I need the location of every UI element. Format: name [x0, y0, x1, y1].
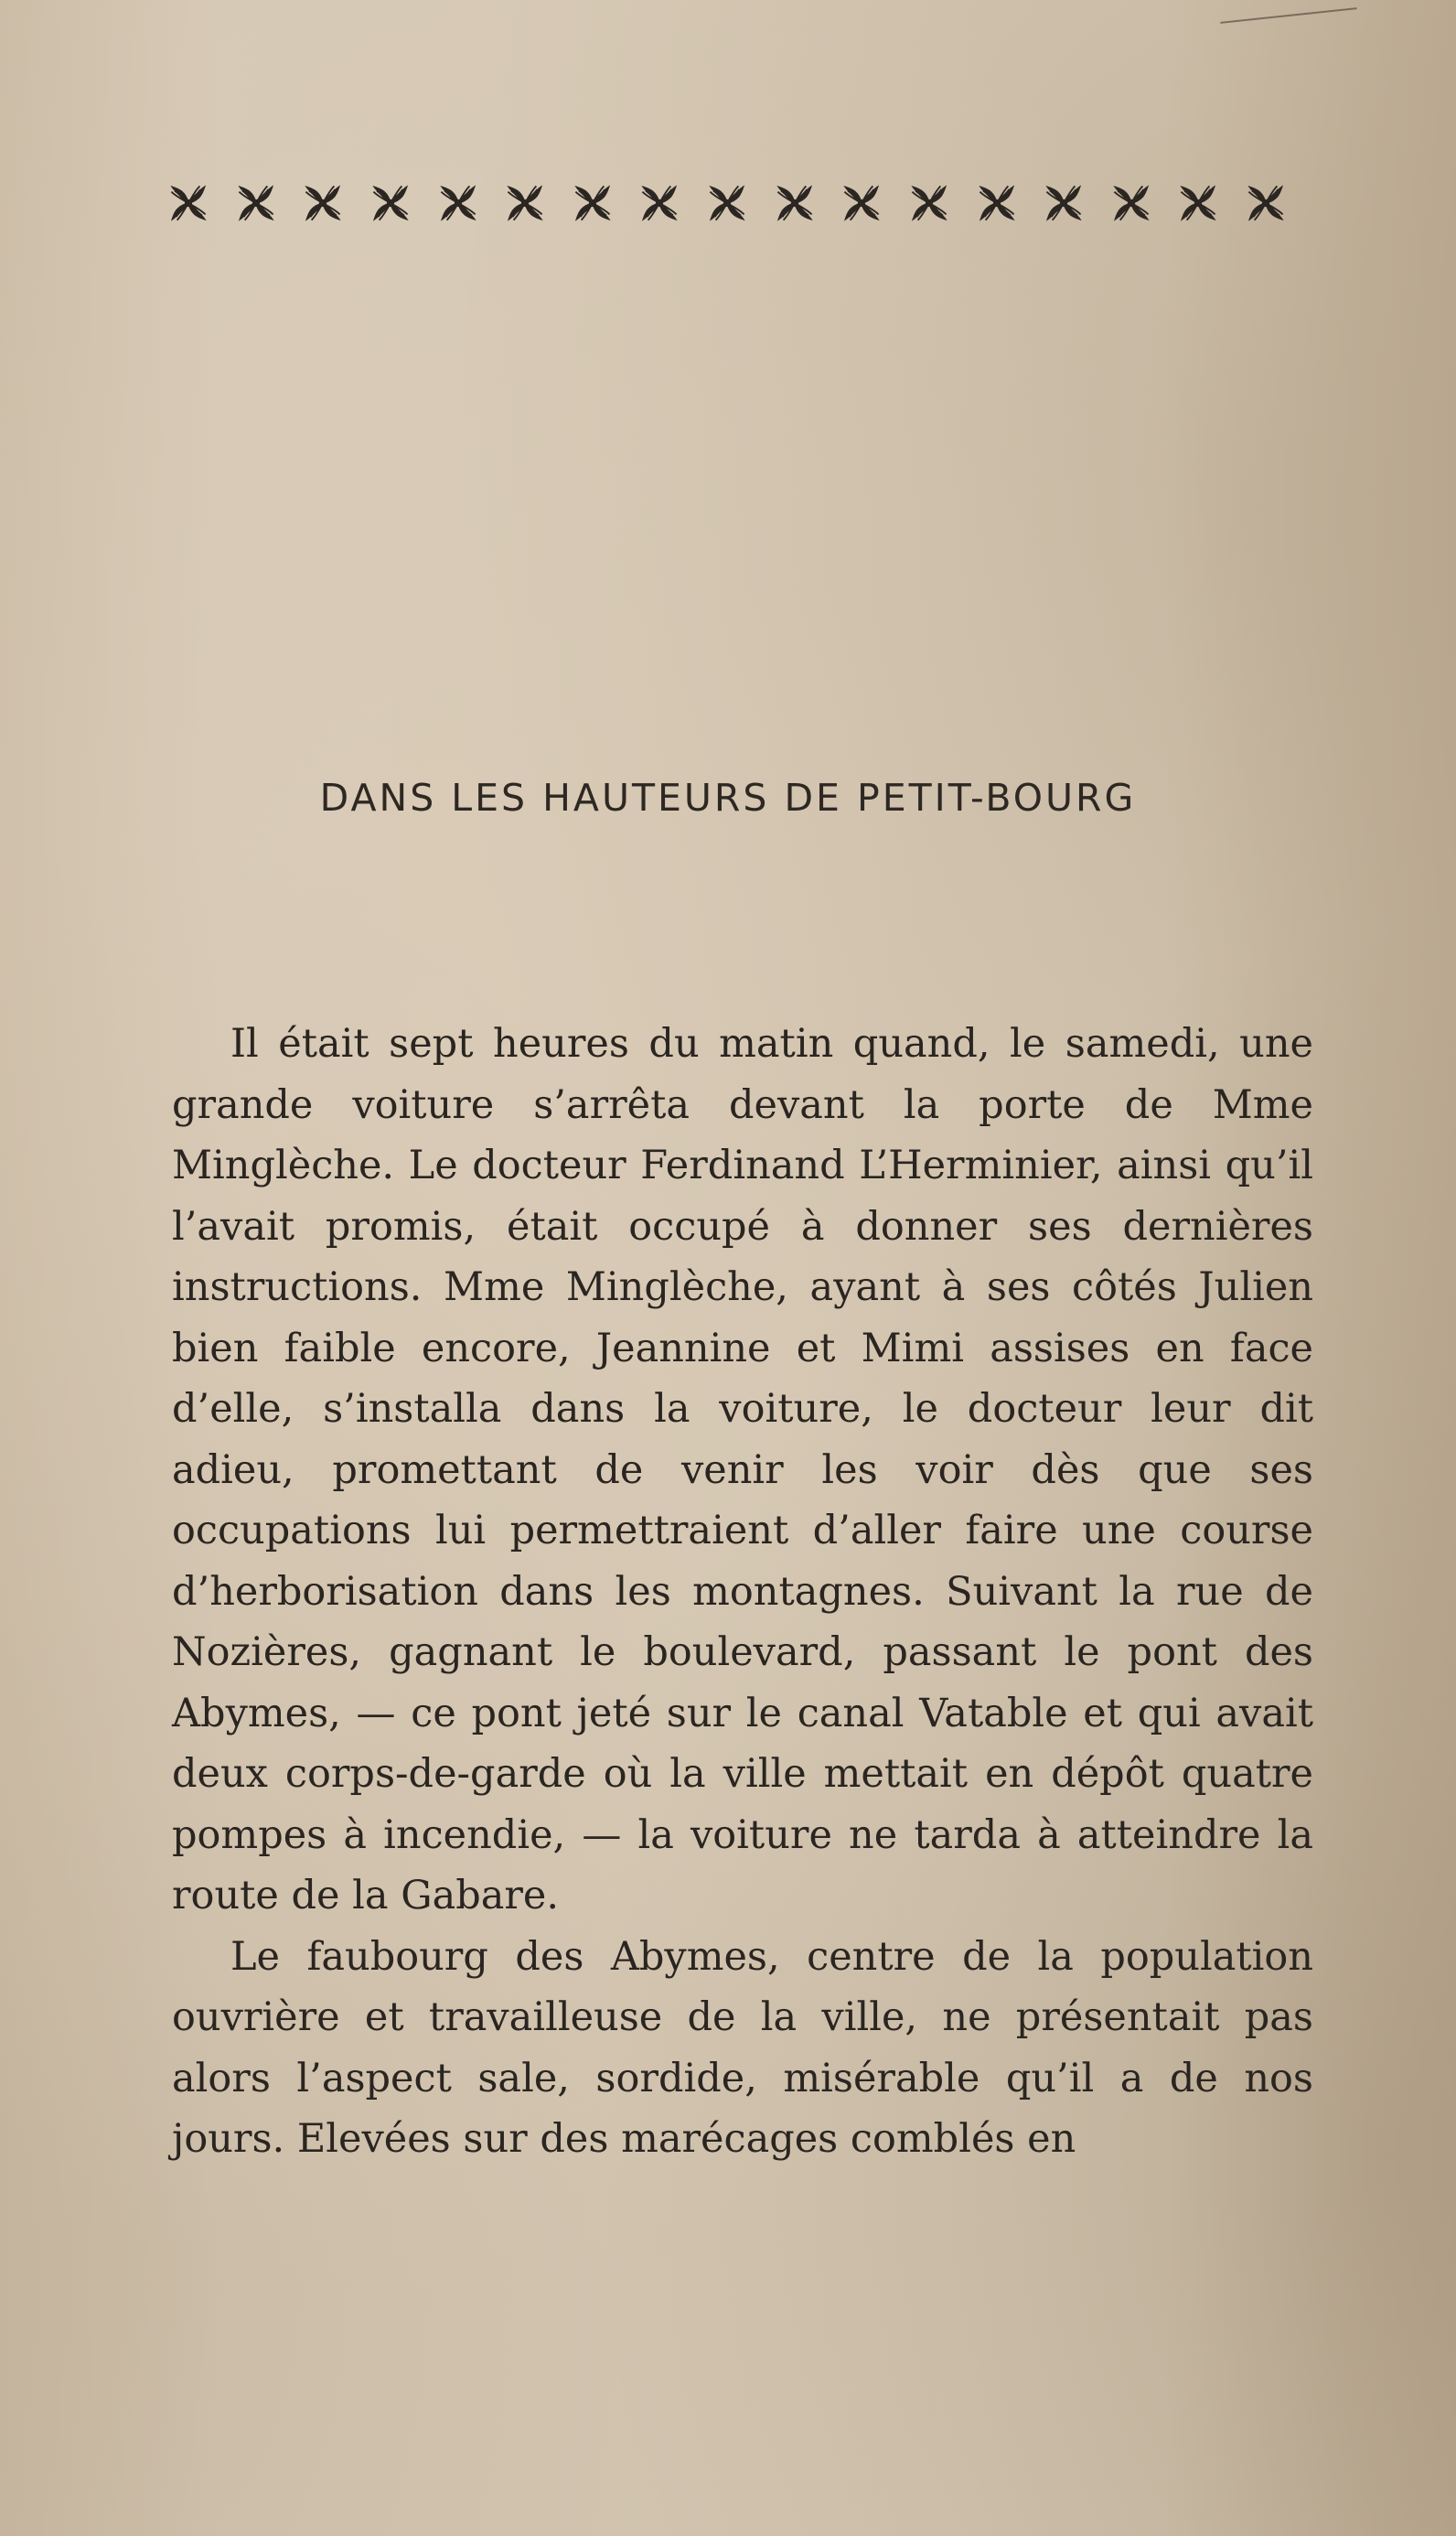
fleuron-icon: [631, 175, 688, 231]
fleuron-icon: [564, 175, 621, 231]
fleuron-icon: [699, 175, 755, 231]
corner-mark: [1220, 7, 1356, 24]
fleuron-icon: [362, 175, 419, 231]
fleuron-icon: [766, 175, 823, 231]
fleuron-icon: [430, 175, 487, 231]
fleuron-icon: [1035, 175, 1092, 231]
fleuron-icon: [228, 175, 284, 231]
chapter-title: DANS LES HAUTEURS DE PETIT-BOURG: [319, 776, 1137, 820]
fleuron-icon: [1170, 175, 1226, 231]
fleuron-icon: [969, 175, 1025, 231]
fleuron-icon: [1103, 175, 1160, 231]
body-text: [172, 1014, 1313, 2170]
fleuron-icon: [1237, 175, 1294, 231]
fleuron-icon: [901, 175, 958, 231]
paragraph-1: Il était sept heures du matin quand, le samedi, une grande voiture s’arrêta devant la porte de Mme Minglèche. Le docteur Ferdinand L’Herminier, ainsi qu’il l’avait promis, était occupé à donner ses dernières instructions. Mme Minglèche, ayant à ses côtés Julien bien faible encore, Jeannine et Mimi assises en face d’elle, s’installa dans la voiture, le docteur leur dit adieu, promettant de venir les voir dès que ses occupations lui permettraient d’aller faire une course d’herborisation dans les montagnes. Suivant la rue de Nozières, gagnant le boulevard, passant le pont des Abymes, — ce pont jeté sur le canal Vatable et qui avait deux corps-de-garde où la ville mettait en dépôt quatre pompes à incendie, — la voiture ne tarda à atteindre la route de la Gabare.: [172, 1021, 1313, 1918]
fleuron-icon: [497, 175, 553, 231]
fleuron-icon: [160, 175, 217, 231]
paragraph-2: Le faubourg des Abymes, centre de la population ouvrière et travailleuse de la ville, ne présentait pas alors l’aspect sale, sordide, misérable qu’il a de nos jours. Elevées sur des marécages comblés en: [172, 1933, 1313, 2162]
fleuron-icon: [833, 175, 890, 231]
fleuron-icon: [294, 175, 351, 231]
ornamental-header-border: [160, 167, 1294, 240]
